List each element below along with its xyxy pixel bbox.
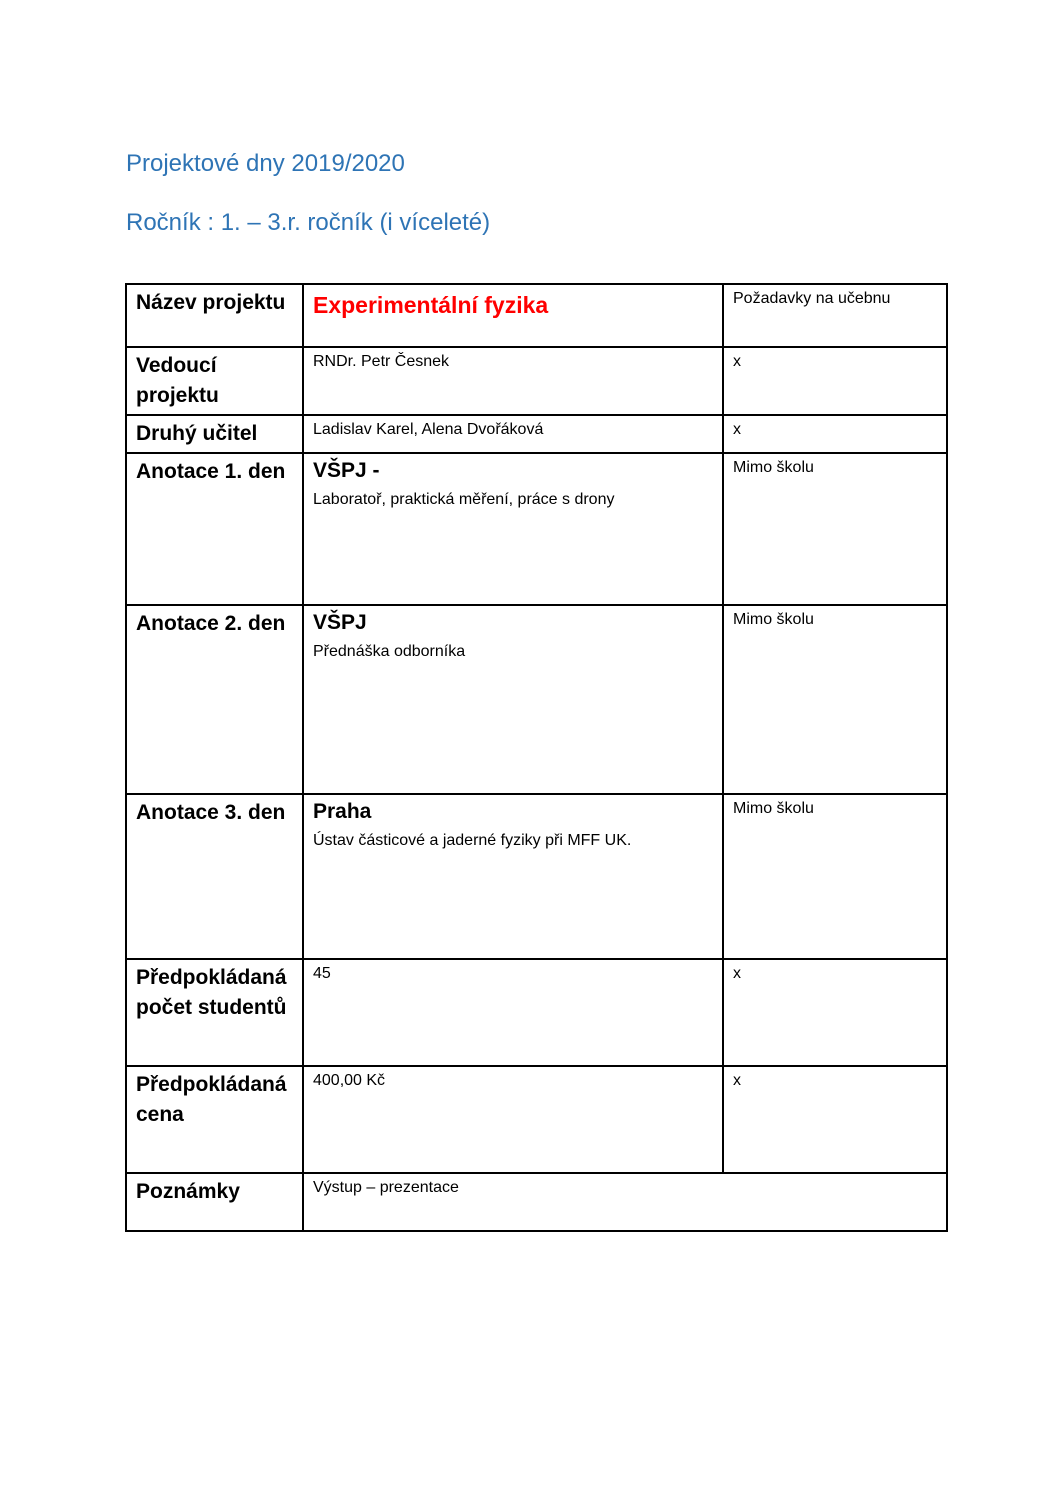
annotation-day2-cell — [303, 605, 723, 794]
table-row — [126, 415, 947, 453]
annotation-day2-req: Mimo školu — [723, 605, 947, 794]
annotation-day3-place: Praha — [313, 800, 372, 823]
annotation-day3-req: Mimo školu — [723, 794, 947, 959]
annotation-day3-desc: Ústav částicové a jaderné fyziky při MFF UK. — [313, 832, 632, 849]
project-table — [125, 283, 948, 1232]
annotation-day1-cell — [303, 453, 723, 605]
project-leader-value: RNDr. Petr Česnek — [303, 347, 723, 415]
annotation-day1-desc: Laboratoř, praktická měření, práce s drony — [313, 491, 615, 508]
table-row — [126, 453, 947, 605]
notes-label: Poznámky — [126, 1173, 303, 1231]
student-count-value: 45 — [303, 959, 723, 1066]
second-teacher-req: x — [723, 415, 947, 453]
table-row — [126, 959, 947, 1066]
table-row — [126, 347, 947, 415]
table-row — [126, 605, 947, 794]
table-row — [126, 1066, 947, 1173]
annotation-day1-label: Anotace 1. den — [126, 453, 303, 605]
second-teacher-label: Druhý učitel — [126, 415, 303, 453]
annotation-day3-label: Anotace 3. den — [126, 794, 303, 959]
project-name-cell — [303, 284, 723, 347]
table-row — [126, 1173, 947, 1231]
annotation-day2-label: Anotace 2. den — [126, 605, 303, 794]
annotation-day2-desc: Přednáška odborníka — [313, 643, 466, 660]
annotation-day2-place: VŠPJ — [313, 611, 367, 634]
second-teacher-value: Ladislav Karel, Alena Dvořáková — [303, 415, 723, 453]
student-count-req: x — [723, 959, 947, 1066]
annotation-day1-req: Mimo školu — [723, 453, 947, 605]
table-row — [126, 284, 947, 347]
room-requirements-header: Požadavky na učebnu — [723, 284, 947, 347]
annotation-day3-cell — [303, 794, 723, 959]
student-count-label: Předpokládaná počet studentů — [126, 959, 303, 1066]
annotation-day1-place: VŠPJ - — [313, 459, 380, 482]
project-name-label: Název projektu — [126, 284, 303, 347]
table-row — [126, 794, 947, 959]
price-label: Předpokládaná cena — [126, 1066, 303, 1173]
page-title: Projektové dny 2019/2020 — [126, 150, 405, 177]
price-value: 400,00 Kč — [303, 1066, 723, 1173]
project-leader-label: Vedoucí projektu — [126, 347, 303, 415]
project-name-value: Experimentální fyzika — [313, 292, 549, 318]
notes-value: Výstup – prezentace — [303, 1173, 947, 1231]
project-leader-req: x — [723, 347, 947, 415]
price-req: x — [723, 1066, 947, 1173]
grade-subtitle: Ročník : 1. – 3.r. ročník (i víceleté) — [126, 209, 491, 236]
